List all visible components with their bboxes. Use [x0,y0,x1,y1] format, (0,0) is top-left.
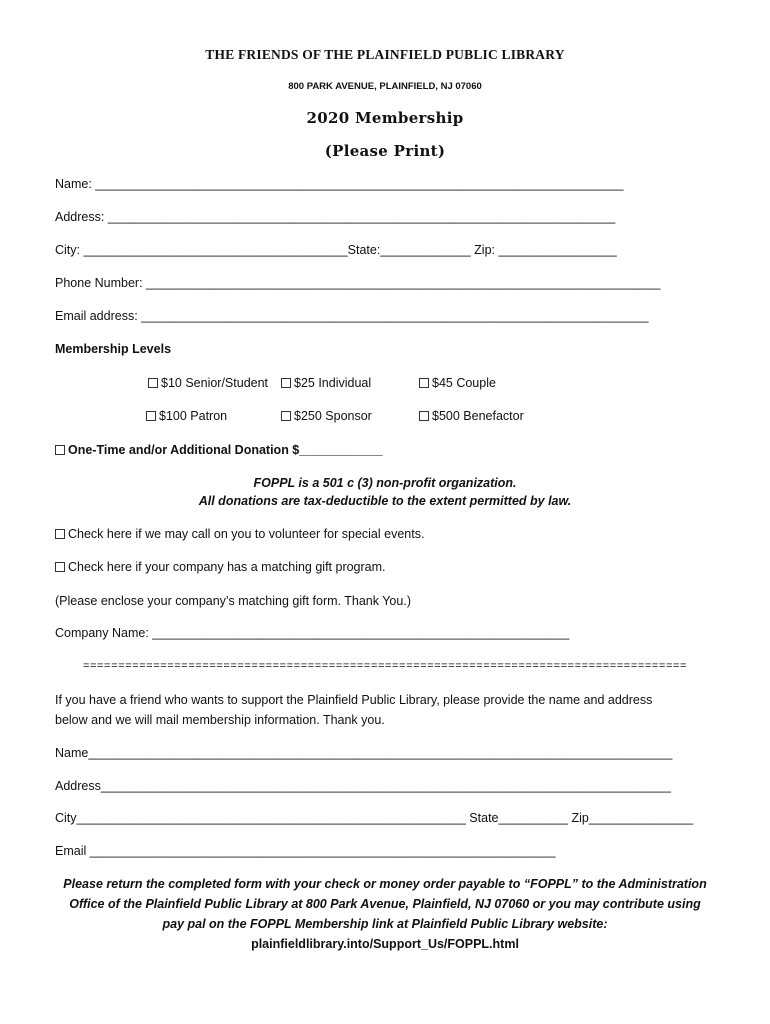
level-500-benefactor-checkbox[interactable] [419,409,524,423]
checkbox-icon [146,411,156,421]
foppl-website-link[interactable]: plainfieldlibrary.into/Support_Us/FOPPL.html [251,937,519,951]
level-label: $25 Individual [294,376,372,390]
phone-field[interactable]: Phone Number: __________________________________________________________________________ [55,276,661,290]
friend-name-field[interactable]: Name____________________________________________________________________________________ [55,746,673,760]
org-address: 800 PARK AVENUE, PLAINFIELD, NJ 07060 [288,81,482,92]
matching-gift-label: Check here if your company has a matching gift program. [68,560,386,574]
friend-intro-line-2: below and we will mail membership information. Thank you. [55,713,385,727]
checkbox-icon [55,529,65,539]
level-45-couple-checkbox[interactable] [419,376,496,390]
level-label: $45 Couple [432,376,496,390]
city-state-zip-field[interactable]: City: ______________________________________State:_____________ Zip: _________________ [55,243,617,257]
volunteer-label: Check here if we may call on you to volunteer for special events. [68,527,425,541]
level-label: $100 Patron [159,409,228,423]
level-100-patron-checkbox[interactable] [146,409,227,423]
level-label: $10 Senior/Student [161,376,269,390]
checkbox-icon [148,378,158,388]
checkbox-icon [55,562,65,572]
org-title: THE FRIENDS OF THE PLAINFIELD PUBLIC LIBRARY [205,47,565,62]
donation-label: One-Time and/or Additional Donation $____________ [68,443,383,457]
separator-line: ====================================================================================== [82,660,688,672]
level-250-sponsor-checkbox[interactable] [281,409,372,423]
name-field[interactable]: Name: ____________________________________________________________________________ [55,177,624,191]
checkbox-icon [281,411,291,421]
friend-city-state-zip-field[interactable]: City________________________________________________________ State__________ Zip_______________ [55,811,694,825]
friend-intro-line-1: If you have a friend who wants to support the Plainfield Public Library, please provide the name and address [55,693,653,707]
volunteer-checkbox[interactable] [55,527,424,541]
footer-line-1: Please return the completed form with your check or money order payable to “FOPPL” to the Administration [63,877,707,891]
matching-gift-checkbox[interactable] [55,560,386,574]
enclose-note: (Please enclose your company’s matching gift form. Thank You.) [55,594,411,608]
nonprofit-line-2: All donations are tax-deductible to the extent permitted by law. [198,494,572,508]
address-field[interactable]: Address: _________________________________________________________________________ [55,210,616,224]
checkbox-icon [281,378,291,388]
company-name-field[interactable]: Company Name: ____________________________________________________________ [55,626,570,640]
membership-levels-heading: Membership Levels [55,342,172,356]
friend-email-field[interactable]: Email ___________________________________________________________________ [55,844,556,858]
friend-address-field[interactable]: Address__________________________________________________________________________________ [55,779,671,793]
footer-line-3: pay pal on the FOPPL Membership link at Plainfield Public Library website: [162,917,608,931]
email-field[interactable]: Email address: _________________________________________________________________________ [55,309,649,323]
level-25-individual-checkbox[interactable] [281,376,371,390]
footer-line-2: Office of the Plainfield Public Library at 800 Park Avenue, Plainfield, NJ 07060 or you may contribute using [69,897,701,911]
membership-year-title: 2020 Membership [306,109,464,127]
checkbox-icon [55,445,65,455]
level-10-senior-checkbox[interactable] [148,376,268,390]
please-print-note: (Please Print) [324,142,446,160]
nonprofit-line-1: FOPPL is a 501 c (3) non-profit organization. [253,476,517,490]
checkbox-icon [419,378,429,388]
donation-checkbox[interactable] [55,443,383,457]
checkbox-icon [419,411,429,421]
level-label: $250 Sponsor [294,409,372,423]
level-label: $500 Benefactor [432,409,524,423]
